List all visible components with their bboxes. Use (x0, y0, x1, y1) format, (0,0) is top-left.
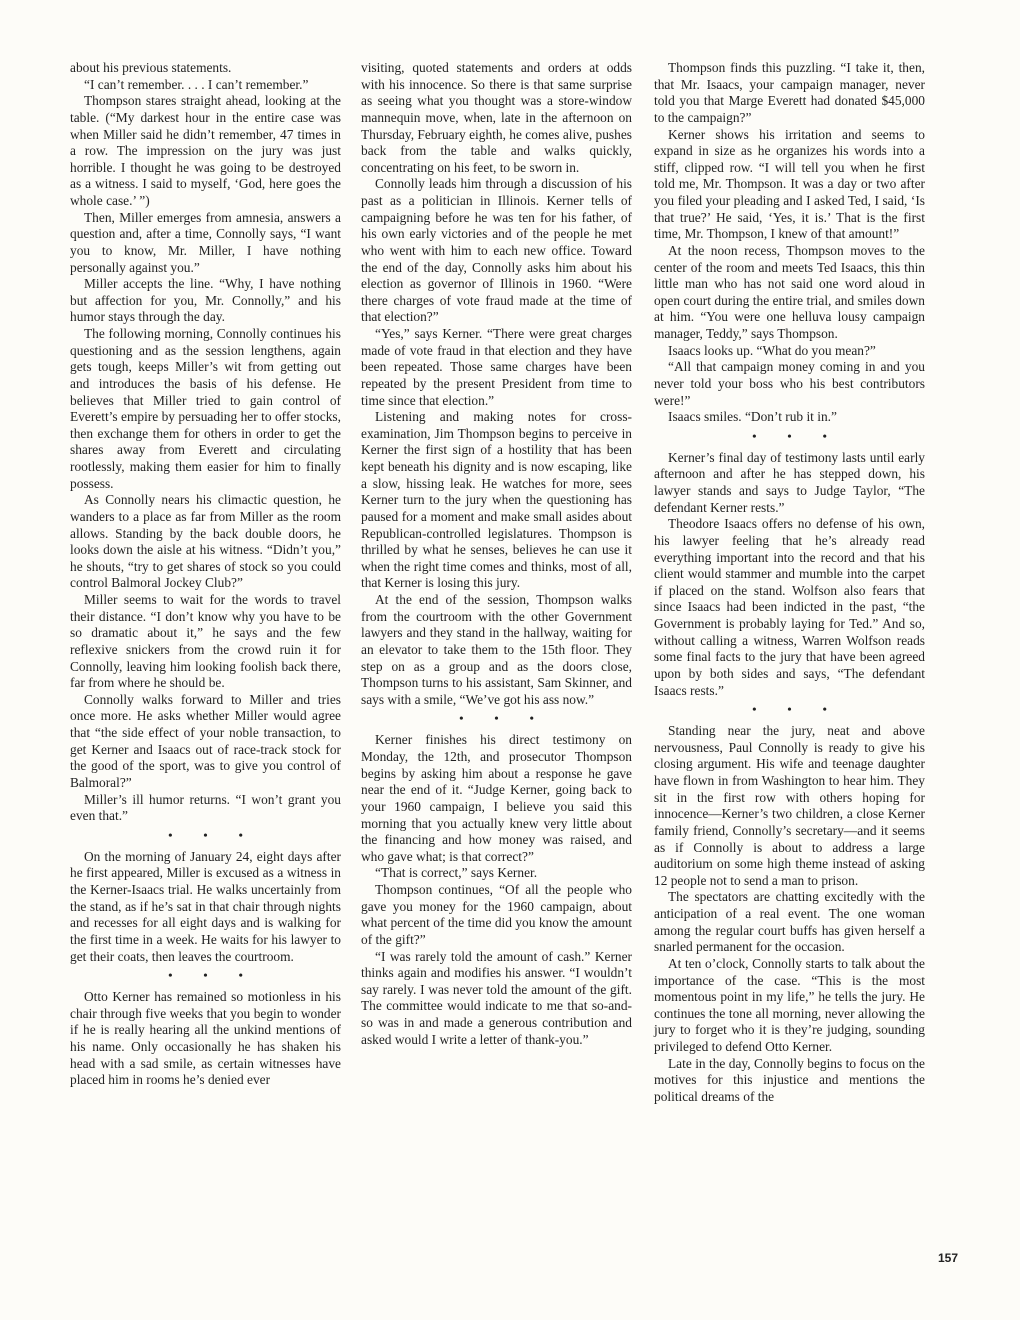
article-paragraph: Isaacs smiles. “Don’t rub it in.” (668, 409, 837, 425)
article-column-3 (654, 60, 925, 1106)
article-paragraph: Theodore Isaacs offers no defense of his own, his lawyer feeling that he’s already read everything important into the record and that his client would stammer and mumble into the carpet if placed on the stand. Wolfson also fears that since Isaacs had been indicted in the past, “the Government is probably laying for Ted.” And so, without calling a witness, Warren Wolfson reads some final facts to the jury that have been agreed upon by both sides and says, “The defendant Isaacs rests.” (654, 516, 925, 698)
article-paragraph: “I was rarely told the amount of cash.” Kerner thinks again and modifies his answer. “I wouldn’t say rarely. I was never told the amount of the gift. The committee would indicate to me that so-and-so was in and made a generous contribution and asked would I write a letter of thank-you.” (361, 948, 632, 1047)
article-paragraph: The spectators are chatting excitedly with the anticipation of a real event. The one woman among the regular court buffs has given herself a snarled permanent for the occasion. (654, 889, 925, 955)
article-column-2 (361, 60, 632, 1048)
article-paragraph: At the noon recess, Thompson moves to the center of the room and meets Ted Isaacs, this thin little man who has not said one word aloud in open court during the entire trial, and smiles down at him. “You were one helluva lousy campaign manager, Teddy,” says Thompson. (654, 242, 925, 341)
section-separator: • • • (168, 827, 257, 842)
article-paragraph: At the end of the session, Thompson walks from the courtroom with the other Government lawyers and they stand in the hallway, waiting for an elevator to take them to the 15th floor. They step on as a group and as the doors close, Thompson turns to his assistant, Sam Skinner, and says with a smile, “We’ve got his ass now.” (361, 592, 632, 707)
article-paragraph: visiting, quoted statements and orders at odds with his innocence. So there is that same surprise as seeing what you thought was a store-window mannequin move, when, late in the afternoon on Thursday, February eighth, he comes alive, pushes back from the table and walks quickly, concentrating on his feet, to be sworn in. (361, 60, 632, 175)
article-paragraph: Standing near the jury, neat and above nervousness, Paul Connolly is ready to give his closing argument. His wife and teenage daughter have flown in from Washington to hear him. They sit in the first row with others hoping for innocence—Kerner’s two children, a close Kerner family friend, Connolly’s secretary—and it seems as if Connolly is about to address a large auditorium on some high theme instead of asking 12 people not to send a man to prison. (654, 723, 925, 888)
article-paragraph: Then, Miller emerges from amnesia, answers a question and, after a time, Connolly says, “I want you to know, Mr. Miller, I have nothing personally against you.” (70, 209, 341, 275)
article-paragraph: As Connolly nears his climactic question, he wanders to a place as far from Miller as the room allows. Standing by the back double doors, he looks down the aisle at his witness. “Didn’t you,” he shouts, “try to get shares of stock so you could control Balmoral Jockey Club?” (70, 492, 341, 591)
article-paragraph: “Yes,” says Kerner. “There were great charges made of vote fraud in that election and they have been repeated. Those same charges have been repeated by the present President from time to time since that election.” (361, 326, 632, 408)
article-paragraph: Otto Kerner has remained so motionless in his chair through five weeks that you begin to wonder if he is really hearing all the unkind mentions of his name. Only occasionally he has shaken his head with a sad smile, as certain witnesses have placed him in rooms he’s denied ever (70, 989, 341, 1088)
article-paragraph: The following morning, Connolly continues his questioning and as the session lengthens, again gets tough, keeps Miller’s wit from getting out and introduces the basis of his defense. He believes that Miller tried to gain control of Everett’s empire by persuading her to offer stocks, then exchange them for others in order to get the shares away from Everett and circulating rootlessly, making them easier for him to finally possess. (70, 326, 341, 491)
article-paragraph: Late in the day, Connolly begins to focus on the motives for this injustice and mentions the political dreams of the (654, 1055, 925, 1104)
article-paragraph: Miller’s ill humor returns. “I won’t grant you even that.” (70, 791, 341, 824)
section-separator: • • • (752, 428, 841, 443)
article-paragraph: Isaacs looks up. “What do you mean?” (668, 342, 876, 358)
article-paragraph: Thompson continues, “Of all the people who gave you money for the 1960 campaign, about what percent of the time did you know the amount of the gift?” (361, 882, 632, 947)
article-paragraph: “I can’t remember. . . . I can’t remember.” (84, 76, 309, 92)
article-paragraph: Connolly leads him through a discussion of his past as a politician in Illinois. Kerner tells of campaigning before he was ten for his father, of his own early victories and of the people he met who went with him to each new office. Toward the end of the day, Connolly asks him about his election as governor of Illinois in 1960. “Were there charges of vote fraud made at the time of that election?” (361, 176, 632, 325)
article-paragraph: “All that campaign money coming in and you never told your boss who his best contributors were!” (654, 359, 925, 408)
article-paragraph: At ten o’clock, Connolly starts to talk about the importance of the case. “This is the most momentous point in my life,” he tells the jury. He continues the tone all morning, never allowing the jury to forget who it is they’re judging, sounding privileged to defend Otto Kerner. (654, 955, 925, 1054)
article-paragraph: Kerner finishes his direct testimony on Monday, the 12th, and prosecutor Thompson begins by asking him about a response he gave near the end of it. “Judge Kerner, going back to your 1960 campaign, I believe you said this morning that you actually knew very little about the financing and how money was raised, and who gave what; is that correct?” (361, 732, 632, 864)
article-paragraph: Listening and making notes for cross-examination, Jim Thompson begins to perceive in Kerner the first sign of a hostility that has been kept beneath his dignity and is now escaping, like a slow, hissing leak. He watches for more, sees Kerner turn to the jury when the questioning has paused for a moment and make small asides about Republican-controlled legislatures. Thompson is thrilled by what he senses, believes he can use it when the right time comes and thinks, most of all, that Kerner is losing this jury. (361, 409, 632, 591)
article-paragraph: Miller seems to wait for the words to travel their distance. “I don’t know why you have to be so dramatic about it,” he says and the few reflexive snickers from the crowd ruin it for Connolly, leaving him looking foolish back there, far from where he should be. (70, 592, 341, 691)
section-separator: • • • (168, 968, 257, 983)
section-separator: • • • (752, 702, 841, 717)
article-column-1 (70, 60, 341, 1089)
article-paragraph: Thompson finds this puzzling. “I take it, then, that Mr. Isaacs, your campaign manager, never told you that Marge Everett had donated $45,000 to the campaign?” (654, 60, 925, 125)
article-paragraph: On the morning of January 24, eight days after he first appeared, Miller is excused as a witness in the Kerner-Isaacs trial. He walks uncertainly from the stand, as if he’s sat in that chair through nights and recesses for all eight days and is walking for the first time in a week. He waits for his lawyer to get their coats, then leaves the courtroom. (70, 848, 341, 964)
article-paragraph: Connolly walks forward to Miller and tries once more. He asks whether Miller would agree that “the side effect of your noble transaction, to get Kerner and Isaacs out of race-track stock for the good of the sport, was to give you control of Balmoral?” (70, 691, 341, 790)
article-paragraph: “That is correct,” says Kerner. (375, 865, 538, 881)
article-paragraph: Kerner’s final day of testimony lasts until early afternoon and after he has stepped down, his lawyer stands and says to Judge Taylor, “The defendant Kerner rests.” (654, 449, 925, 515)
article-paragraph: Kerner shows his irritation and seems to expand in size as he organizes his words into a stiff, clipped row. “I will tell you when he first told me, Mr. Thompson. It was a day or two after you filed your pleading and I asked Ted, I said, ‘Is that true?’ He said, ‘Yes, it is.’ That is the first time, Mr. Thompson, I knew of that amount!” (654, 126, 925, 242)
article-paragraph: about his previous statements. (70, 60, 232, 75)
section-separator: • • • (459, 711, 548, 726)
article-paragraph: Miller accepts the line. “Why, I have nothing but affection for you, Mr. Connolly,” and his humor stays through the day. (70, 276, 341, 325)
page-number: 157 (938, 1251, 959, 1265)
article-paragraph: Thompson stares straight ahead, looking at the table. (“My darkest hour in the entire case was when Miller said he didn’t remember, 47 times in a row. The impression on the jury was just horrible. I thought he was going to be destroyed as a witness. I said to myself, ‘God, here goes the whole case.’ ”) (70, 93, 341, 208)
